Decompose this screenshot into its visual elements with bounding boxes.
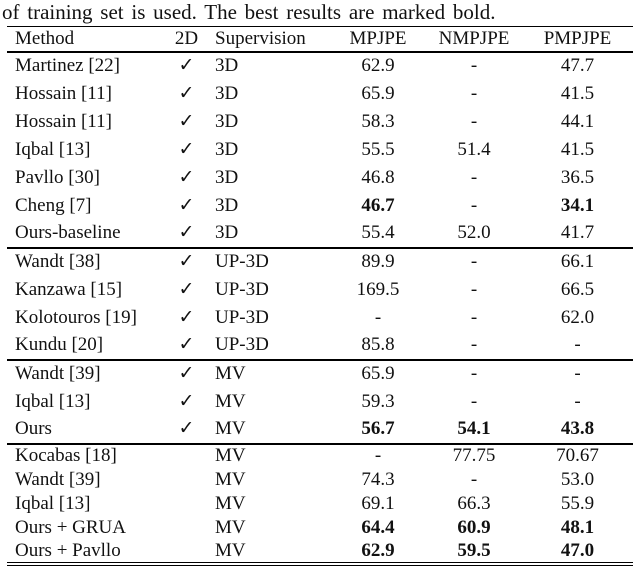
mpjpe-cell: 89.9 (361, 251, 395, 272)
check-cell (168, 492, 205, 516)
mpjpe-cell: 65.9 (361, 363, 395, 384)
method-cell: Ours (15, 418, 52, 439)
checkmark-icon: ✓ (178, 305, 195, 328)
pmpjpe-cell: 66.1 (560, 251, 595, 272)
mpjpe-cell: 65.9 (361, 82, 395, 104)
table-body (7, 52, 633, 564)
method-cell: Wandt [39] (15, 468, 101, 490)
table-row (7, 516, 633, 540)
method-cell: Kocabas [18] (15, 445, 117, 466)
supervision-cell: 3D (215, 222, 239, 243)
supervision-cell: UP-3D (215, 334, 269, 355)
column-header-nmpjpe: NMPJPE (438, 27, 510, 49)
pmpjpe-cell: 47.0 (560, 539, 595, 561)
checkmark-icon: ✓ (178, 362, 195, 384)
pmpjpe-cell: 66.5 (560, 278, 595, 300)
pmpjpe-cell: - (574, 390, 581, 412)
check-cell (168, 540, 205, 564)
mpjpe-cell: 74.3 (361, 468, 395, 490)
column-header-method: Method (15, 27, 75, 49)
nmpjpe-cell: - (470, 55, 478, 76)
nmpjpe-cell: 60.9 (457, 516, 491, 538)
table-row (7, 444, 633, 468)
table-row (7, 80, 633, 108)
mpjpe-cell: 59.3 (361, 390, 395, 412)
supervision-cell: MV (215, 418, 246, 439)
supervision-cell: 3D (215, 82, 239, 104)
nmpjpe-cell: - (470, 82, 478, 104)
method-cell: Ours + GRUA (15, 516, 126, 538)
supervision-cell: MV (215, 539, 246, 561)
check-cell (168, 516, 205, 540)
method-cell: Iqbal [13] (15, 492, 91, 514)
checkmark-icon: ✓ (178, 250, 195, 272)
supervision-cell: 3D (215, 55, 239, 76)
checkmark-icon: ✓ (178, 333, 195, 355)
supervision-cell: MV (215, 468, 246, 490)
method-cell: Hossain [11] (15, 110, 112, 132)
checkmark-icon: ✓ (178, 277, 195, 300)
pmpjpe-cell: 70.67 (556, 445, 599, 466)
nmpjpe-cell: - (470, 334, 478, 355)
supervision-cell: 3D (215, 110, 239, 132)
pmpjpe-cell: 48.1 (560, 516, 595, 538)
mpjpe-cell: - (374, 445, 382, 466)
results-table (7, 26, 633, 566)
pmpjpe-cell: 41.5 (560, 138, 595, 160)
method-cell: Cheng [7] (15, 194, 92, 216)
nmpjpe-cell: - (470, 278, 478, 300)
table-row (7, 332, 633, 360)
method-cell: Martinez [22] (15, 55, 120, 76)
mpjpe-cell: 169.5 (356, 278, 400, 300)
check-cell (168, 444, 205, 468)
pmpjpe-cell: 41.7 (560, 222, 595, 243)
method-cell: Ours-baseline (15, 222, 121, 243)
table-row (7, 164, 633, 192)
nmpjpe-cell: - (470, 468, 478, 490)
checkmark-icon: ✓ (178, 193, 195, 216)
method-cell: Kanzawa [15] (15, 278, 123, 300)
supervision-cell: 3D (215, 194, 239, 216)
supervision-cell: 3D (215, 166, 239, 188)
pmpjpe-cell: 36.5 (560, 166, 595, 188)
table-row (7, 136, 633, 164)
method-cell: Pavllo [30] (15, 166, 100, 188)
nmpjpe-cell: - (470, 363, 478, 384)
supervision-cell: MV (215, 363, 246, 384)
checkmark-icon: ✓ (178, 137, 195, 160)
supervision-cell: MV (215, 492, 246, 514)
checkmark-icon: ✓ (178, 221, 195, 243)
table-row (7, 360, 633, 388)
column-header-pmpjpe: PMPJPE (543, 27, 612, 49)
pmpjpe-cell: 44.1 (560, 110, 595, 132)
check-cell (168, 220, 205, 248)
table-row (7, 220, 633, 248)
check-cell (168, 304, 205, 332)
check-cell (168, 468, 205, 492)
method-cell: Iqbal [13] (15, 390, 91, 412)
check-cell (168, 388, 205, 416)
pmpjpe-cell: 47.7 (560, 55, 595, 76)
supervision-cell: 3D (215, 138, 239, 160)
supervision-cell: UP-3D (215, 306, 269, 328)
method-cell: Kundu [20] (15, 334, 104, 355)
check-cell (168, 108, 205, 136)
check-cell (168, 52, 205, 80)
pmpjpe-cell: 43.8 (560, 418, 595, 439)
mpjpe-cell: 46.8 (361, 166, 395, 188)
pmpjpe-cell: - (574, 363, 581, 384)
nmpjpe-cell: - (470, 194, 478, 216)
mpjpe-cell: 64.4 (361, 516, 395, 538)
check-cell (168, 164, 205, 192)
method-cell: Wandt [38] (15, 251, 101, 272)
table-row (7, 388, 633, 416)
nmpjpe-cell: - (470, 166, 478, 188)
checkmark-icon: ✓ (178, 165, 195, 188)
column-header-supervision: Supervision (215, 27, 306, 49)
pmpjpe-cell: 41.5 (560, 82, 595, 104)
table-row (7, 468, 633, 492)
table-row (7, 52, 633, 80)
pmpjpe-cell: 55.9 (560, 492, 595, 514)
checkmark-icon: ✓ (178, 81, 195, 104)
mpjpe-cell: 85.8 (361, 334, 395, 355)
mpjpe-cell: 55.4 (361, 222, 395, 243)
nmpjpe-cell: 66.3 (457, 492, 491, 514)
table-row (7, 108, 633, 136)
nmpjpe-cell: 51.4 (457, 138, 491, 160)
table-row (7, 248, 633, 276)
mpjpe-cell: 62.9 (361, 55, 395, 76)
mpjpe-cell: - (374, 306, 382, 328)
check-cell (168, 136, 205, 164)
nmpjpe-cell: - (470, 306, 478, 328)
table-caption: of training set is used. The best results are marked bold. (2, 0, 496, 24)
table-row (7, 304, 633, 332)
method-cell: Kolotouros [19] (15, 306, 137, 328)
column-header-2d: 2D (174, 27, 199, 49)
checkmark-icon: ✓ (178, 417, 195, 439)
supervision-cell: UP-3D (215, 278, 269, 300)
method-cell: Hossain [11] (15, 82, 112, 104)
mpjpe-cell: 56.7 (361, 418, 395, 439)
supervision-cell: MV (215, 390, 246, 412)
table-row (7, 492, 633, 516)
pmpjpe-cell: 62.0 (560, 306, 595, 328)
table-header-row (7, 27, 633, 52)
table-header (7, 27, 633, 52)
mpjpe-cell: 69.1 (361, 492, 395, 514)
nmpjpe-cell: 54.1 (457, 418, 491, 439)
check-cell (168, 360, 205, 388)
nmpjpe-cell: 77.75 (452, 445, 496, 466)
check-cell (168, 416, 205, 444)
pmpjpe-cell: 34.1 (560, 194, 595, 216)
check-cell (168, 80, 205, 108)
supervision-cell: MV (215, 516, 246, 538)
nmpjpe-cell: 59.5 (457, 539, 491, 561)
nmpjpe-cell: - (470, 110, 478, 132)
method-cell: Iqbal [13] (15, 138, 91, 160)
mpjpe-cell: 46.7 (361, 194, 395, 216)
checkmark-icon: ✓ (178, 109, 195, 132)
supervision-cell: MV (215, 445, 246, 466)
table-row (7, 276, 633, 304)
check-cell (168, 192, 205, 220)
column-header-mpjpe: MPJPE (349, 27, 407, 49)
pmpjpe-cell: - (574, 334, 581, 355)
checkmark-icon: ✓ (178, 389, 195, 412)
nmpjpe-cell: - (470, 390, 478, 412)
nmpjpe-cell: 52.0 (457, 222, 491, 243)
check-cell (168, 248, 205, 276)
check-cell (168, 332, 205, 360)
method-cell: Wandt [39] (15, 363, 101, 384)
mpjpe-cell: 55.5 (361, 138, 395, 160)
mpjpe-cell: 58.3 (361, 110, 395, 132)
table-row (7, 416, 633, 444)
mpjpe-cell: 62.9 (361, 539, 395, 561)
pmpjpe-cell: 53.0 (560, 468, 595, 490)
nmpjpe-cell: - (470, 251, 478, 272)
checkmark-icon: ✓ (178, 54, 195, 76)
table-row (7, 192, 633, 220)
supervision-cell: UP-3D (215, 251, 269, 272)
method-cell: Ours + Pavllo (15, 539, 121, 561)
check-cell (168, 276, 205, 304)
table-row (7, 540, 633, 564)
